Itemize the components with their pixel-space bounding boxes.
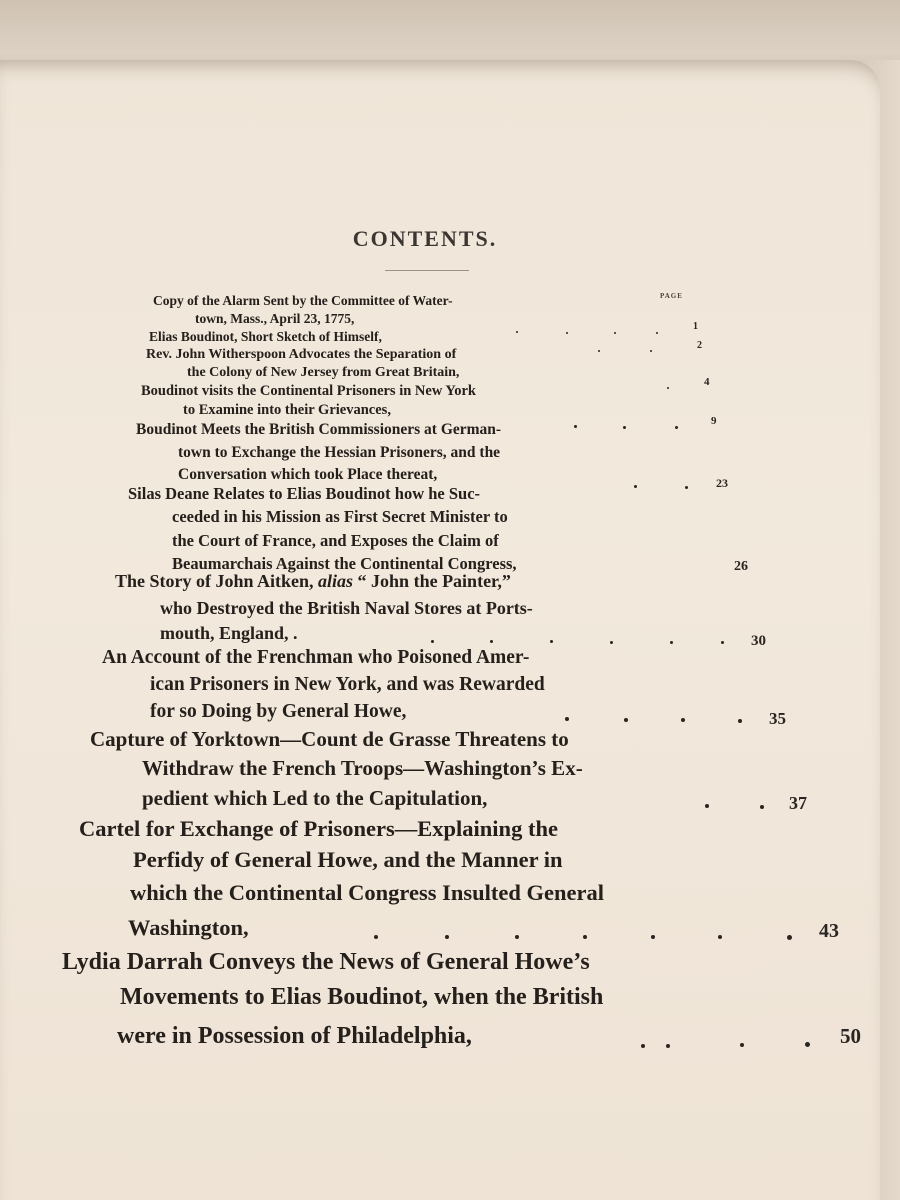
leader-dot bbox=[624, 718, 628, 722]
toc-entry-line: Boudinot visits the Continental Prisoners in New York bbox=[141, 383, 477, 399]
leader-dot bbox=[705, 804, 709, 808]
toc-entry-line: town to Exchange the Hessian Prisoners, and the bbox=[178, 444, 501, 461]
leader-dot bbox=[675, 426, 678, 429]
leader-dot bbox=[598, 350, 600, 352]
leader-dot bbox=[431, 640, 434, 643]
leader-dot bbox=[685, 486, 688, 489]
toc-entry-line: An Account of the Frenchman who Poisoned Amer- bbox=[102, 647, 530, 668]
toc-entry-line: ican Prisoners in New York, and was Rewarded bbox=[150, 674, 545, 695]
toc-page-number: 35 bbox=[769, 709, 786, 728]
toc-entry-line: The Story of John Aitken, alias “ John the Painter,” bbox=[115, 571, 511, 591]
leader-dot bbox=[721, 641, 724, 644]
leader-dot bbox=[641, 1044, 645, 1048]
toc-entry-line: Perfidy of General Howe, and the Manner in bbox=[133, 847, 563, 872]
toc-entry-line: mouth, England, . bbox=[160, 623, 298, 643]
leader-dot bbox=[515, 935, 519, 939]
toc-page-number: 26 bbox=[734, 559, 748, 574]
toc-entry-line: to Examine into their Grievances, bbox=[183, 402, 391, 418]
toc-entry-line: Withdraw the French Troops—Washington’s Ex- bbox=[142, 756, 583, 780]
toc-entry-line: for so Doing by General Howe, bbox=[150, 701, 407, 722]
toc-entry-line: Lydia Darrah Conveys the News of General Howe’s bbox=[62, 949, 590, 975]
toc-page-number: 43 bbox=[819, 920, 839, 942]
toc-page-number: 1 bbox=[693, 321, 698, 332]
leader-dot bbox=[516, 331, 518, 333]
toc-entry-line: who Destroyed the British Naval Stores at Ports- bbox=[160, 598, 533, 618]
leader-dot bbox=[583, 935, 587, 939]
leader-dot bbox=[805, 1042, 810, 1047]
leader-dot bbox=[738, 719, 742, 723]
toc-entry-line: pedient which Led to the Capitulation, bbox=[142, 786, 488, 810]
leader-dot bbox=[565, 717, 569, 721]
leader-dot bbox=[650, 350, 652, 352]
toc-entry-line: which the Continental Congress Insulted General bbox=[130, 880, 604, 905]
leader-dot bbox=[718, 935, 722, 939]
leader-dot bbox=[614, 332, 616, 334]
toc-entry-line: Conversation which took Place thereat, bbox=[178, 466, 438, 483]
page-column-label: PAGE bbox=[660, 292, 683, 300]
toc-entry-line: Washington, bbox=[128, 915, 249, 940]
toc-page-number: 30 bbox=[751, 633, 766, 649]
leader-dot bbox=[445, 935, 449, 939]
leader-dot bbox=[681, 718, 685, 722]
leader-dot bbox=[656, 332, 658, 334]
alias-word: alias bbox=[318, 571, 354, 591]
toc-entry-line: Rev. John Witherspoon Advocates the Separation of bbox=[146, 347, 457, 362]
page-title: CONTENTS. bbox=[352, 226, 498, 251]
toc-entry-line: ceeded in his Mission as First Secret Minister to bbox=[172, 507, 508, 526]
toc-page-number: 9 bbox=[711, 415, 717, 427]
toc-entry-line: the Colony of New Jersey from Great Britain, bbox=[187, 365, 460, 380]
leader-dot bbox=[740, 1043, 744, 1047]
leader-dot bbox=[550, 640, 553, 643]
leader-dot bbox=[670, 641, 673, 644]
toc-entry-line: Cartel for Exchange of Prisoners—Explaining the bbox=[79, 816, 558, 841]
toc-page-number: 50 bbox=[840, 1024, 861, 1048]
leader-dot bbox=[490, 640, 493, 643]
toc-page-number: 37 bbox=[789, 793, 807, 813]
leader-dot bbox=[374, 935, 378, 939]
toc-entry-line: town, Mass., April 23, 1775, bbox=[195, 311, 355, 326]
leader-dot bbox=[623, 426, 626, 429]
leader-dot bbox=[760, 805, 764, 809]
toc-page-number: 2 bbox=[697, 340, 702, 351]
toc-entry-line: Boudinot Meets the British Commissioners at German- bbox=[136, 421, 502, 438]
leader-dot bbox=[574, 425, 577, 428]
toc-page-number: 23 bbox=[716, 476, 728, 490]
toc-page-number: 4 bbox=[704, 376, 710, 388]
toc-entry-line: the Court of France, and Exposes the Claim of bbox=[172, 531, 499, 550]
toc-entry-line: Capture of Yorktown—Count de Grasse Threatens to bbox=[90, 727, 569, 751]
leader-dot bbox=[610, 641, 613, 644]
toc-entry-line: Beaumarchais Against the Continental Congress, bbox=[172, 554, 517, 573]
toc-entry-line: Movements to Elias Boudinot, when the British bbox=[120, 984, 604, 1010]
leader-dot bbox=[667, 387, 669, 389]
toc-entry-line: Elias Boudinot, Short Sketch of Himself, bbox=[149, 329, 382, 344]
leader-dot bbox=[634, 485, 637, 488]
leader-dot bbox=[787, 935, 792, 940]
leader-dot bbox=[651, 935, 655, 939]
toc-entry-line: Silas Deane Relates to Elias Boudinot how he Suc- bbox=[128, 484, 481, 503]
leader-dot bbox=[666, 1044, 670, 1048]
toc-entry-line: were in Possession of Philadelphia, bbox=[117, 1023, 472, 1049]
leader-dot bbox=[566, 332, 568, 334]
toc-entry-line: Copy of the Alarm Sent by the Committee of Water- bbox=[153, 293, 453, 308]
